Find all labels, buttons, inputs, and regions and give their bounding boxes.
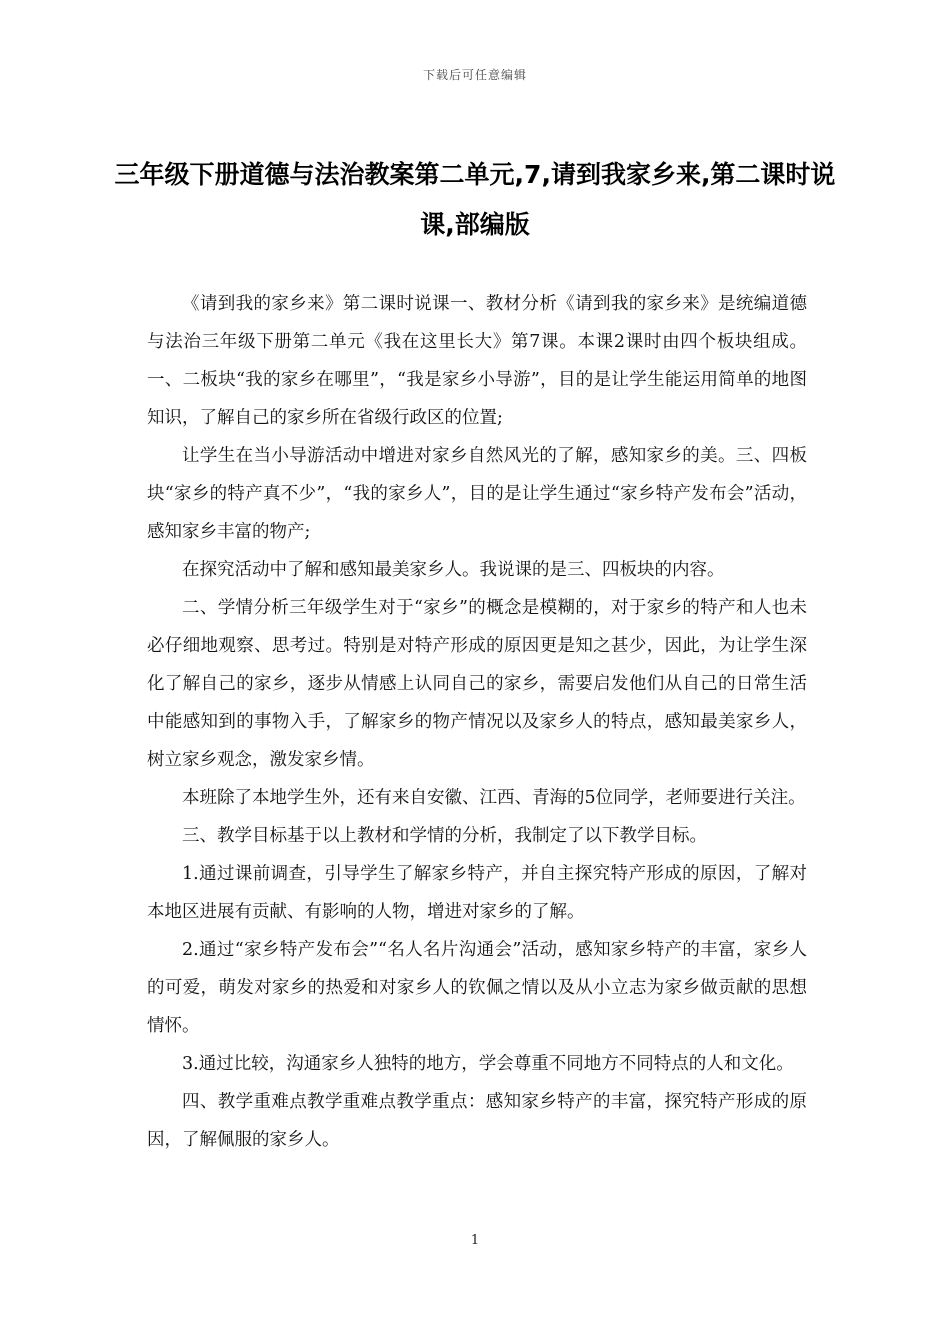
document-body bbox=[147, 285, 807, 1159]
paragraph: 二、学情分析三年级学生对于“家乡”的概念是模糊的，对于家乡的特产和人也未必仔细地观察、思考过。特别是对特产形成的原因更是知之甚少，因此，为让学生深化了解自己的家乡，逐步从情感上认同自己的家乡，需要启发他们从自己的日常生活中能感知到的事物入手，了解家乡的物产情况以及家乡人的特点，感知最美家乡人，树立家乡观念，激发家乡情。 bbox=[147, 598, 807, 770]
paragraph: 四、教学重难点教学重难点教学重点：感知家乡特产的丰富，探究特产形成的原因，了解佩服的家乡人。 bbox=[147, 1092, 807, 1150]
paragraph: 在探究活动中了解和感知最美家乡人。我说课的是三、四板块的内容。 bbox=[182, 560, 725, 580]
paragraph: 三、教学目标基于以上教材和学情的分析，我制定了以下教学目标。 bbox=[182, 826, 707, 846]
paragraph: 本班除了本地学生外，还有来自安徽、江西、青海的5位同学，老师要进行关注。 bbox=[182, 788, 806, 808]
document-title: 三年级下册道德与法治教案第二单元,7,请到我家乡来,第二课时说课,部编版 bbox=[114, 160, 836, 239]
paragraph: 3.通过比较，沟通家乡人独特的地方，学会尊重不同地方不同特点的人和文化。 bbox=[182, 1054, 794, 1074]
paragraph: 2.通过“家乡特产发布会”“名人名片沟通会”活动，感知家乡特产的丰富，家乡人的可爱，萌发对家乡的热爱和对家乡人的钦佩之情以及从小立志为家乡做贡献的思想情怀。 bbox=[147, 940, 807, 1036]
paragraph: 《请到我的家乡来》第二课时说课一、教材分析《请到我的家乡来》是统编道德与法治三年级下册第二单元《我在这里长大》第7课。本课2课时由四个板块组成。一、二板块“我的家乡在哪里”，“我是家乡小导游”，目的是让学生能运用简单的地图知识，了解自己的家乡所在省级行政区的位置; bbox=[147, 294, 807, 428]
page-header: 下载后可任意编辑 bbox=[422, 68, 527, 82]
paragraph: 让学生在当小导游活动中增进对家乡自然风光的了解，感知家乡的美。三、四板块“家乡的特产真不少”，“我的家乡人”，目的是让学生通过“家乡特产发布会”活动，感知家乡丰富的物产; bbox=[147, 446, 807, 542]
page-number: 1 bbox=[470, 1233, 480, 1248]
paragraph: 1.通过课前调查，引导学生了解家乡特产，并自主探究特产形成的原因，了解对本地区进展有贡献、有影响的人物，增进对家乡的了解。 bbox=[147, 864, 807, 922]
